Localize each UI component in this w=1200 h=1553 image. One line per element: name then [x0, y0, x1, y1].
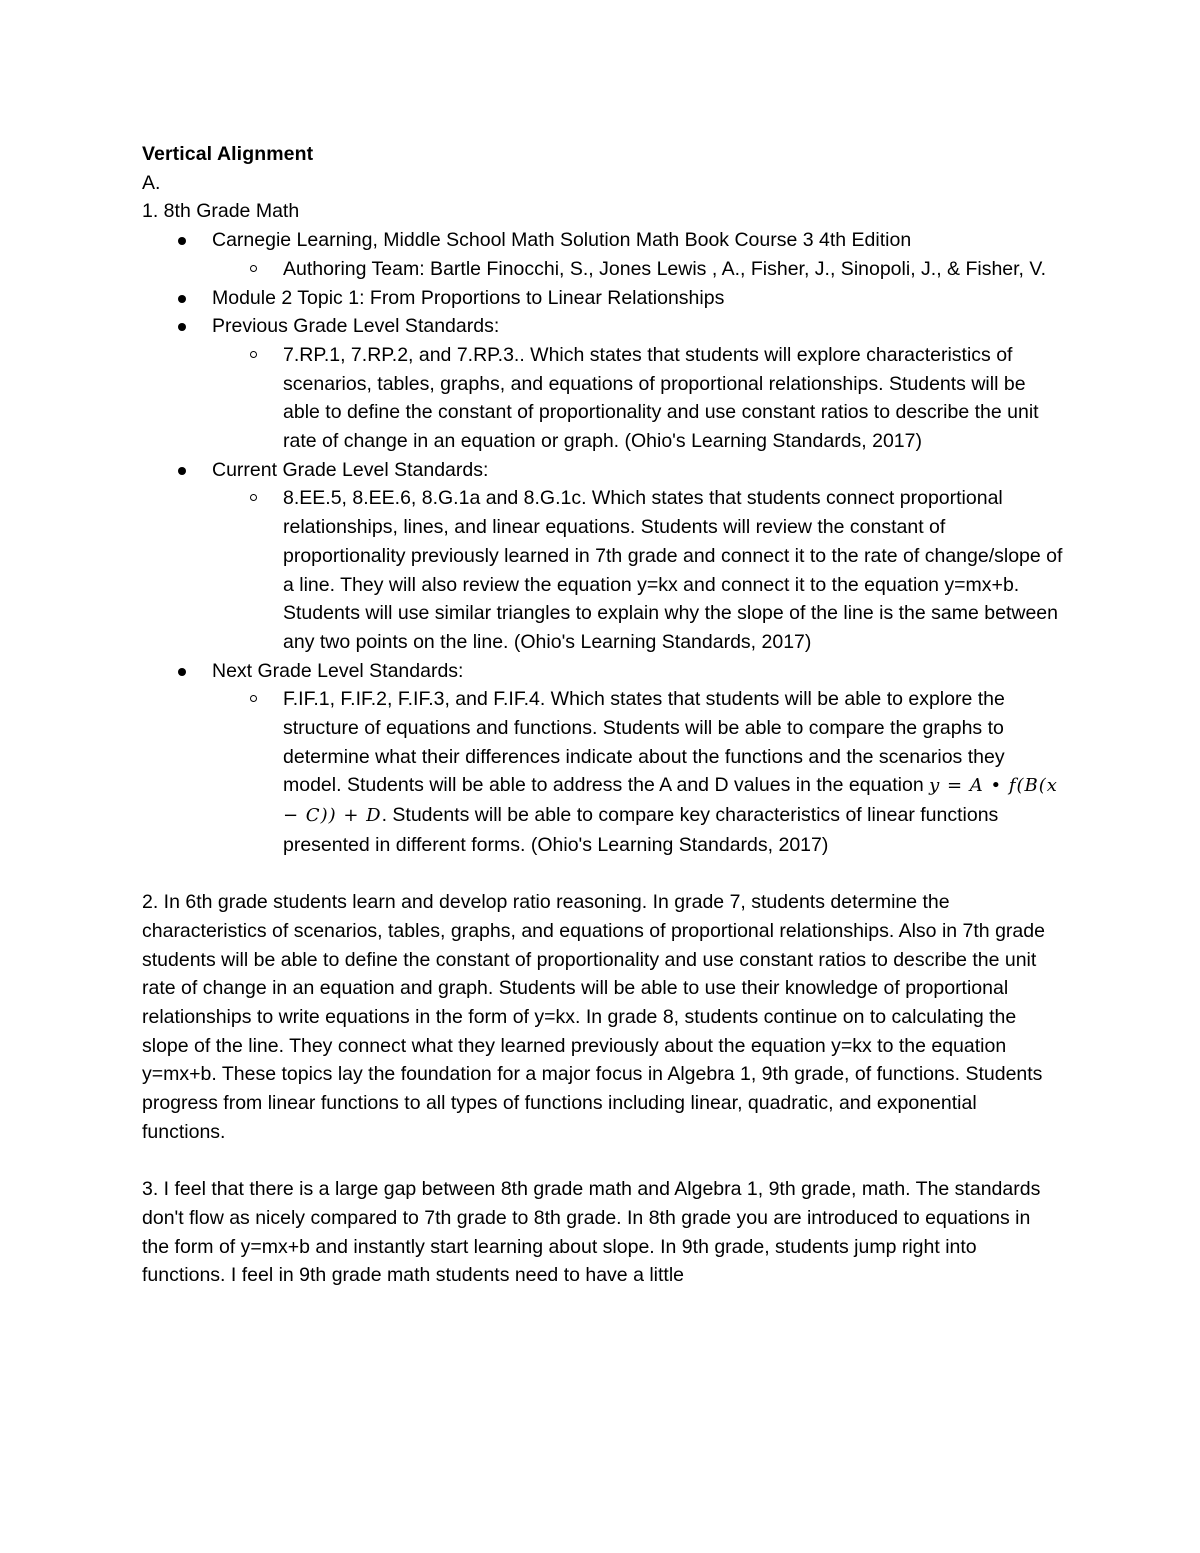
previous-heading: Previous Grade Level Standards: — [212, 315, 500, 338]
document-title: Vertical Alignment — [142, 143, 314, 165]
bullet-next-standards — [142, 657, 1062, 686]
next-text-after: . Students will be able to compare key characteristics of linear functions presented in different forms. (Ohio's Learning Standards, 2017) — [283, 804, 999, 856]
hollow-circle-icon — [250, 351, 257, 358]
bullet-dot-icon — [178, 668, 186, 676]
hollow-circle-icon — [250, 265, 257, 272]
authors-text: Authoring Team: Bartle Finocchi, S., Jones Lewis , A., Fisher, J., Sinopoli, J., & Fisher, V. — [283, 257, 1047, 280]
next-text-before: F.IF.1, F.IF.2, F.IF.3, and F.IF.4. Which states that students will be able to explore the structure of equations and functions. Students will be able to compare the graphs to determine what their differences indicate about the functions and the scenarios they model. Students will be able to address the A and D values in the equation — [283, 688, 1005, 797]
hollow-circle-icon — [250, 695, 257, 702]
bullet-book — [142, 226, 1062, 255]
sub-bullet-previous — [142, 341, 1063, 456]
bullet-module — [142, 284, 1062, 313]
bullet-dot-icon — [178, 467, 186, 475]
sub-bullet-current — [142, 484, 1063, 656]
paragraph-2: 2. In 6th grade students learn and develop ratio reasoning. In grade 7, students determine the characteristics of scenarios, tables, graphs, and equations of proportional relationships. Also in 7th grade students will be able to define the constant of proportionality and use constant ratios to describe the unit rate of change in an equation and graph. Students will be able to use their knowledge of proportional relationships to write equations in the form of y=kx. In grade 8, students continue on to calculating the slope of the line. They connect what they learned previously about the equation y=kx to the equation y=mx+b. These topics lay the foundation for a major focus in Algebra 1, 9th grade, of functions. Students progress from linear functions to all types of functions including linear, quadratic, and exponential functions. — [142, 891, 1045, 1143]
item-1-label: 1. 8th Grade Math — [142, 200, 300, 223]
sub-bullet-next — [142, 685, 1063, 859]
current-text: 8.EE.5, 8.EE.6, 8.G.1a and 8.G.1c. Which states that students connect proportional relationships, lines, and linear equations. Students will review the constant of proportionality previously learned in 7th grade and connect it to the rate of change/slope of a line. They will also review the equation y=kx and connect it to the equation y=mx+b. Students will use similar triangles to explain why the slope of the line is the same between any two points on the line. (Ohio's Learning Standards, 2017) — [283, 487, 1063, 653]
hollow-circle-icon — [250, 494, 257, 501]
previous-text: 7.RP.1, 7.RP.2, and 7.RP.3.. Which states that students will explore characteristics of scenarios, tables, graphs, and equations of proportional relationships. Students will be able to define the constant of proportionality and use constant ratios to describe the unit rate of change in an equation or graph. (Ohio's Learning Standards, 2017) — [283, 343, 1039, 453]
next-equation: y = A • f(B(x − C)) + D — [283, 775, 1058, 827]
section-a-label: A. — [142, 171, 161, 194]
sub-bullet-authors — [142, 255, 1063, 284]
bullet-dot-icon — [178, 237, 186, 245]
next-heading: Next Grade Level Standards: — [212, 659, 464, 682]
bullet-current-standards — [142, 456, 1062, 485]
current-heading: Current Grade Level Standards: — [212, 458, 489, 481]
bullet-previous-standards — [142, 312, 1062, 341]
bullet-dot-icon — [178, 323, 186, 331]
paragraph-3: 3. I feel that there is a large gap between 8th grade math and Algebra 1, 9th grade, math. The standards don't flow as nicely compared to 7th grade to 8th grade. In 8th grade you are introduced to equations in the form of y=mx+b and instantly start learning about slope. In 9th grade, students jump right into functions. I feel in 9th grade math students need to have a little — [142, 1178, 1041, 1287]
book-text: Carnegie Learning, Middle School Math Solution Math Book Course 3 4th Edition — [212, 229, 912, 252]
document-page — [142, 140, 1062, 1290]
module-text: Module 2 Topic 1: From Proportions to Linear Relationships — [212, 286, 725, 309]
bullet-dot-icon — [178, 295, 186, 303]
